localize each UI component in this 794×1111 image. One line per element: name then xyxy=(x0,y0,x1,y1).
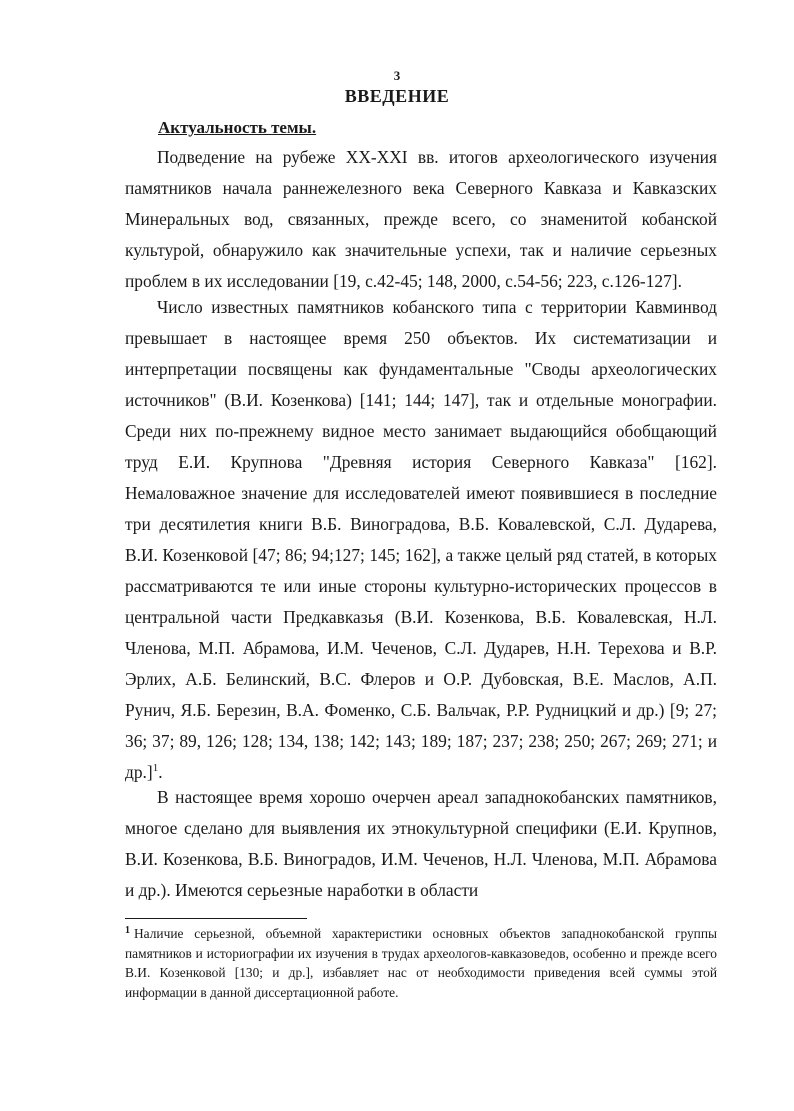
paragraph-1 xyxy=(125,142,717,297)
paragraph-1-text: Подведение на рубеже XX-XXI вв. итогов археологического изучения памятников начала раннежелезного века Северного Кавказа и Кавказских Минеральных вод, связанных, прежде всего, со знаменитой кобанской культурой, обнаружило как значительные успехи, так и наличие серьезных проблем в их исследовании [19, с.42-45; 148, 2000, с.54-56; 223, с.126-127]. xyxy=(125,147,717,291)
section-heading: Актуальность темы. xyxy=(158,118,317,137)
footnote-reference[interactable]: 1 xyxy=(152,762,159,775)
page-title: ВВЕДЕНИЕ xyxy=(344,86,450,106)
paragraph-2-text: Число известных памятников кобанского типа с территории Кавминвод превышает в настоящее время 250 объектов. Их систематизации и интерпретации посвящены как фундаментальные "Своды археологических источников" (В.И. Козенкова) [141; 144; 147], так и отдельные монографии. Среди них по-прежнему видное место занимает выдающийся обобщающий труд Е.И. Крупнова "Древняя история Северного Кавказа" [162]. Немаловажное значение для исследователей имеют появившиеся в последние три десятилетия книги В.Б. Виноградова, В.Б. Ковалевской, С.Л. Дударева, В.И. Козенковой [47; 86; 94;127; 145; 162], а также целый ряд статей, в которых рассматриваются те или иные стороны культурно-исторических процессов в центральной части Предкавказья (В.И. Козенкова, В.Б. Ковалевская, Н.Л. Членова, М.П. Абрамова, И.М. Чеченов, С.Л. Дударев, Н.Н. Терехова и В.Р. Эрлих, А.Б. Белинский, В.С. Флеров и О.Р. Дубовская, В.Е. Маслов, А.П. Рунич, Я.Б. Березин, В.А. Фоменко, С.Б. Вальчак, Р.Р. Рудницкий и др.) [9; 27; 36; 37; 89, 126; 128; 134, 138; 142; 143; 189; 187; 237; 238; 250; 267; 269; 271; и др.] xyxy=(125,297,717,782)
page-number: 3 xyxy=(393,68,401,83)
footnote-mark: 1 xyxy=(125,924,130,936)
paragraph-3-text: В настоящее время хорошо очерчен ареал западнокобанских памятников, многое сделано для выявления их этнокультурной специфики (Е.И. Крупнов, В.И. Козенкова, В.Б. Виноградов, И.М. Чеченов, Н.Л. Членова, М.П. Абрамова и др.). Имеются серьезные наработки в области xyxy=(125,787,717,900)
paragraph-3 xyxy=(125,782,717,906)
paragraph-2-end: . xyxy=(158,762,163,782)
footnote-text: Наличие серьезной, объемной характеристики основных объектов западнокобанской группы памятников и историографии их изучения в трудах археологов-кавказоведов, особенно и прежде всего В.И. Козенковой [130; и др.], избавляет нас от необходимости приведения всей суммы этой информации в данной диссертационной работе. xyxy=(125,926,717,1000)
footnote-divider xyxy=(125,918,307,919)
paragraph-2 xyxy=(125,292,717,788)
footnote xyxy=(125,924,717,1002)
